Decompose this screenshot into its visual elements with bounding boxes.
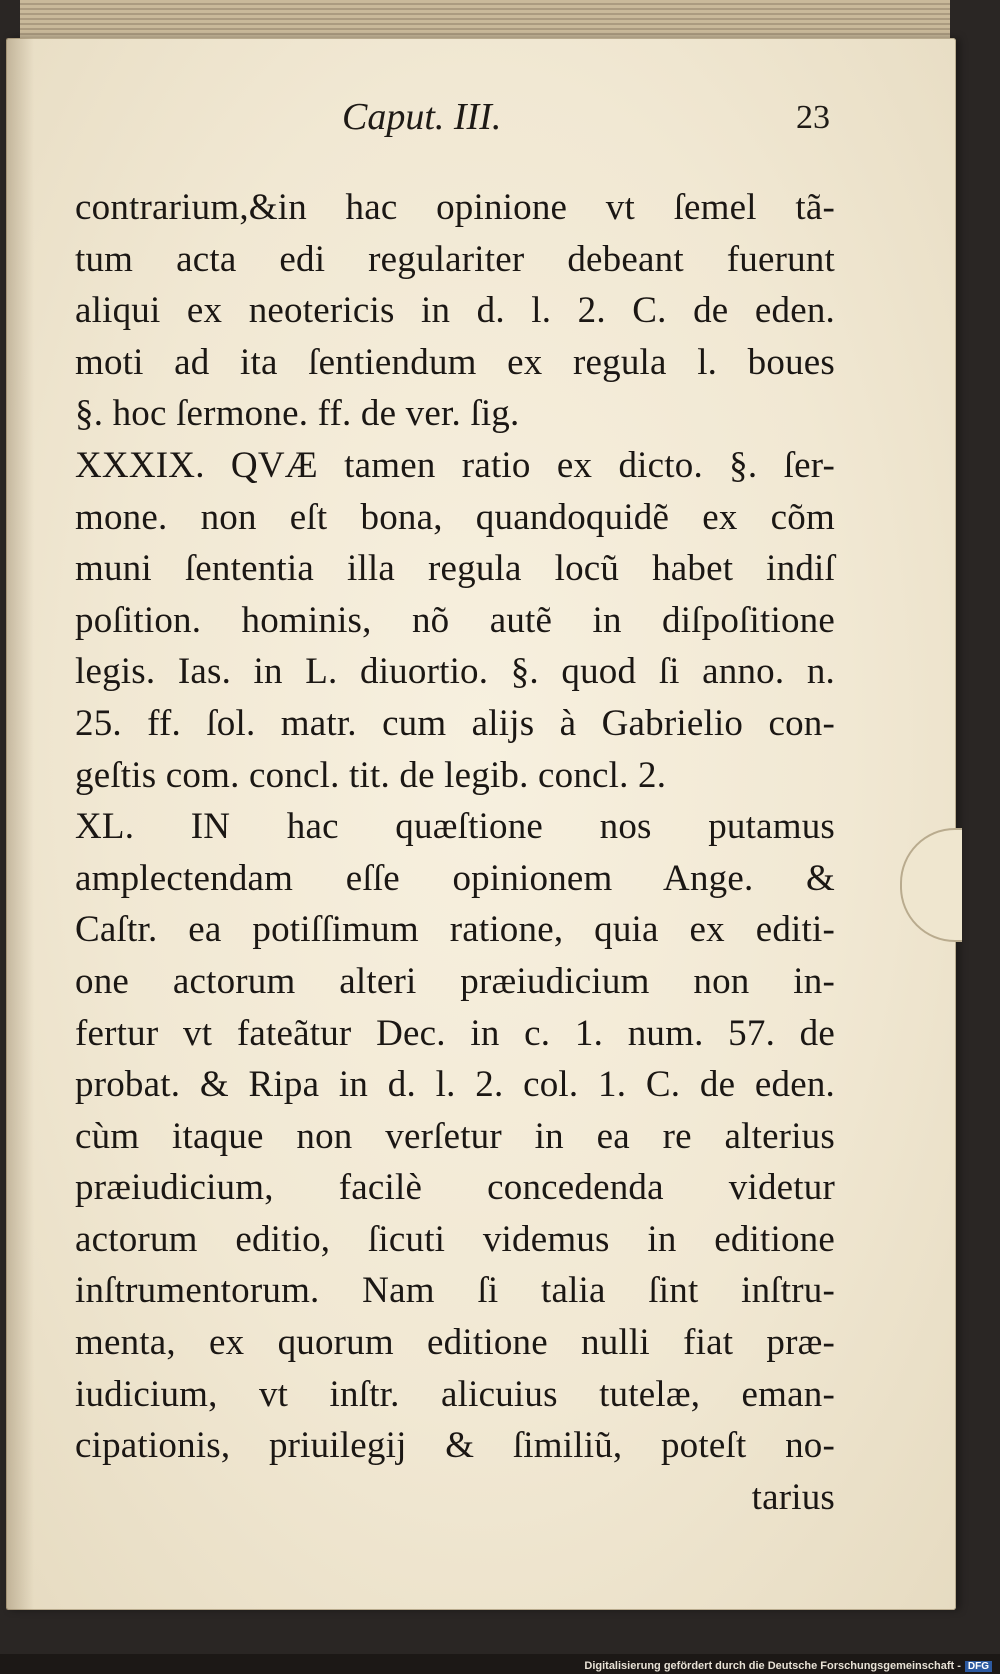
page-number: 23	[796, 99, 830, 136]
text-line: aliqui ex neotericis in d. l. 2. C. de eden.	[75, 290, 835, 332]
text-line: 25. ff. ſol. matr. cum alijs à Gabrielio con-	[75, 702, 835, 744]
text-line: præiudicium, facilè concedenda videtur	[75, 1167, 835, 1209]
text-line: poſition. hominis, nõ autẽ in diſpoſitione	[75, 599, 835, 641]
text-line: probat. & Ripa in d. l. 2. col. 1. C. de eden.	[75, 1064, 835, 1106]
text-line: mone. non eſt bona, quandoquidẽ ex cõm	[75, 496, 835, 538]
text-line: one actorum alteri præiudicium non in-	[75, 960, 835, 1002]
gutter-shadow	[6, 38, 34, 1610]
text-line: fertur vt fateãtur Dec. in c. 1. num. 57. de	[75, 1012, 835, 1054]
page-header	[70, 95, 830, 155]
text-line: menta, ex quorum editione nulli fiat præ-	[75, 1322, 835, 1364]
section-marker-line: XXXIX. QVÆ tamen ratio ex dicto. §. ſer-	[75, 444, 835, 486]
funding-credit	[584, 1660, 992, 1672]
body-text	[75, 182, 835, 1523]
text-line: inſtrumentorum. Nam ſi talia ſint inſtru-	[75, 1270, 835, 1312]
running-head: Caput. III.	[342, 96, 502, 138]
text-line: actorum editio, ſicuti videmus in editione	[75, 1218, 835, 1260]
text-line: cipationis, priuilegij & ſimiliũ, poteſt no-	[75, 1425, 835, 1467]
funding-credit-text: Digitalisierung gefördert durch die Deutsche Forschungsgemeinschaft -	[584, 1660, 961, 1672]
text-line: iudicium, vt inſtr. alicuius tutelæ, eman-	[75, 1373, 835, 1415]
text-line: §. hoc ſermone. ff. de ver. ſig.	[75, 393, 520, 435]
text-line: contrarium,&in hac opinione vt ſemel tã-	[75, 187, 835, 228]
text-line: Caſtr. ea potiſſimum ratione, quia ex editi-	[75, 909, 835, 951]
text-line: moti ad ita ſentiendum ex regula l. boues	[75, 341, 835, 383]
text-line: muni ſententia illa regula locũ habet indiſ	[75, 548, 835, 590]
text-line: amplectendam eſſe opinionem Ange. &	[75, 857, 835, 899]
text-line: tum acta edi regulariter debeant fuerunt	[75, 238, 835, 280]
thumb-index-notch	[900, 828, 962, 942]
text-line: geſtis com. concl. tit. de legib. concl. 2.	[75, 754, 667, 796]
digitization-footer	[0, 1654, 1000, 1674]
text-line: legis. Ias. in L. diuortio. §. quod ſi anno. n.	[75, 651, 835, 693]
catchword: tarius	[751, 1476, 835, 1518]
text-line: cùm itaque non verſetur in ea re alterius	[75, 1115, 835, 1157]
section-marker-line: XL. IN hac quæſtione nos putamus	[75, 806, 835, 848]
dfg-logo: DFG	[965, 1661, 992, 1672]
